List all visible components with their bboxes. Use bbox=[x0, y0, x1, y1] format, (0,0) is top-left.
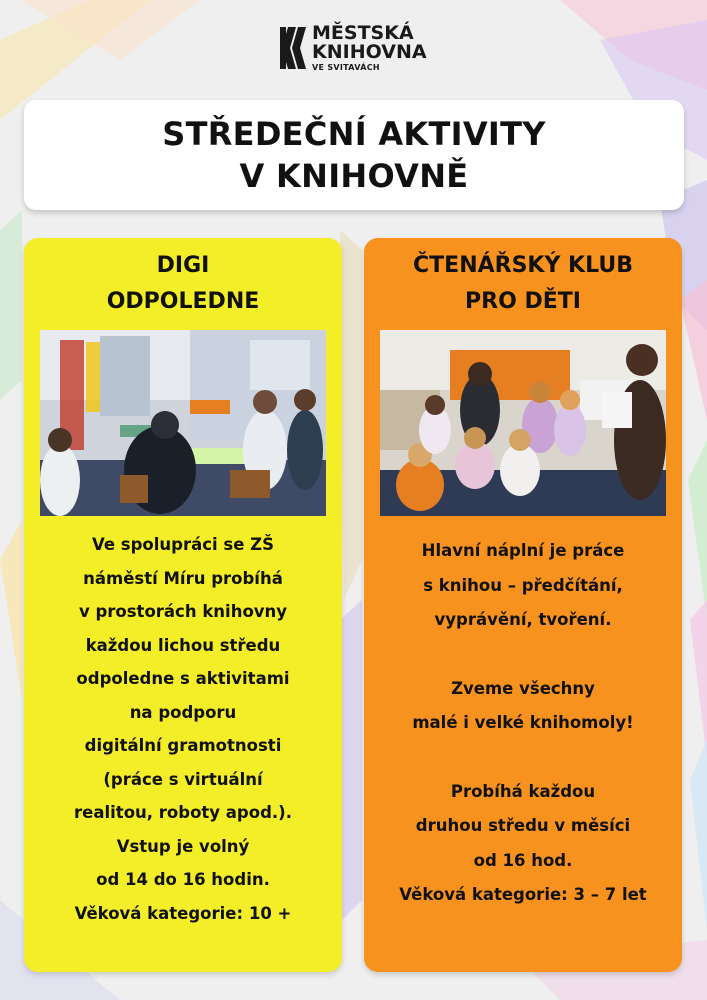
text-line: Zveme všechny bbox=[451, 678, 595, 698]
page-title-line2: V KNIHOVNĚ bbox=[239, 157, 469, 195]
card-title-line1: DIGI bbox=[156, 253, 210, 278]
text-line: odpoledne s aktivitami bbox=[76, 669, 290, 688]
digi-photo bbox=[40, 330, 326, 516]
digi-photo-image bbox=[40, 330, 326, 516]
klub-photo-image bbox=[380, 330, 666, 516]
text-line: každou lichou středu bbox=[85, 635, 281, 655]
title-box bbox=[24, 100, 684, 210]
text-line: Věková kategorie: 3 – 7 let bbox=[399, 885, 647, 904]
text-line: od 16 hod. bbox=[473, 850, 573, 870]
text-line: Věková kategorie: 10 + bbox=[74, 903, 292, 923]
text-line: realitou, roboty apod.). bbox=[74, 803, 292, 822]
text-line: Vstup je volný bbox=[116, 836, 250, 856]
text-line: v prostorách knihovny bbox=[78, 602, 288, 621]
digi-description bbox=[30, 528, 336, 930]
digi-odpoledne-card bbox=[24, 238, 342, 972]
library-logo bbox=[280, 22, 440, 74]
card-title-line2: ODPOLEDNE bbox=[106, 289, 260, 314]
spacer bbox=[370, 741, 676, 775]
text-line: Probíhá každou bbox=[450, 781, 596, 801]
text-line: náměstí Míru probíhá bbox=[83, 568, 283, 588]
text-line: druhou středu v měsíci bbox=[415, 816, 631, 835]
card-title-line2: PRO DĚTI bbox=[465, 289, 581, 314]
library-logo-icon bbox=[280, 25, 308, 71]
text-line: digitální gramotnosti bbox=[84, 736, 282, 755]
ctenarsky-klub-card bbox=[364, 238, 682, 972]
klub-photo bbox=[380, 330, 666, 516]
card-title-line1: ČTENÁŘSKÝ KLUB bbox=[413, 253, 633, 278]
klub-description bbox=[370, 534, 676, 913]
logo-line2: KNIHOVNA bbox=[312, 41, 427, 63]
card-title bbox=[24, 248, 342, 320]
logo-line3: VE SVITAVÁCH bbox=[312, 63, 380, 72]
page-title-line1: STŘEDEČNÍ AKTIVITY bbox=[162, 115, 546, 153]
text-line: malé i velké knihomoly! bbox=[412, 713, 634, 732]
logo-line1: MĚSTSKÁ bbox=[312, 22, 414, 44]
text-line: od 14 do 16 hodin. bbox=[96, 870, 270, 889]
spacer bbox=[370, 638, 676, 672]
text-line: Ve spolupráci se ZŠ bbox=[91, 535, 275, 554]
card-title bbox=[364, 248, 682, 320]
text-line: (práce s virtuální bbox=[103, 769, 263, 789]
text-line: s knihou – předčítání, bbox=[423, 575, 623, 595]
text-line: na podporu bbox=[129, 702, 237, 722]
text-line: Hlavní náplní je práce bbox=[421, 541, 625, 560]
text-line: vyprávění, tvoření. bbox=[434, 610, 612, 629]
